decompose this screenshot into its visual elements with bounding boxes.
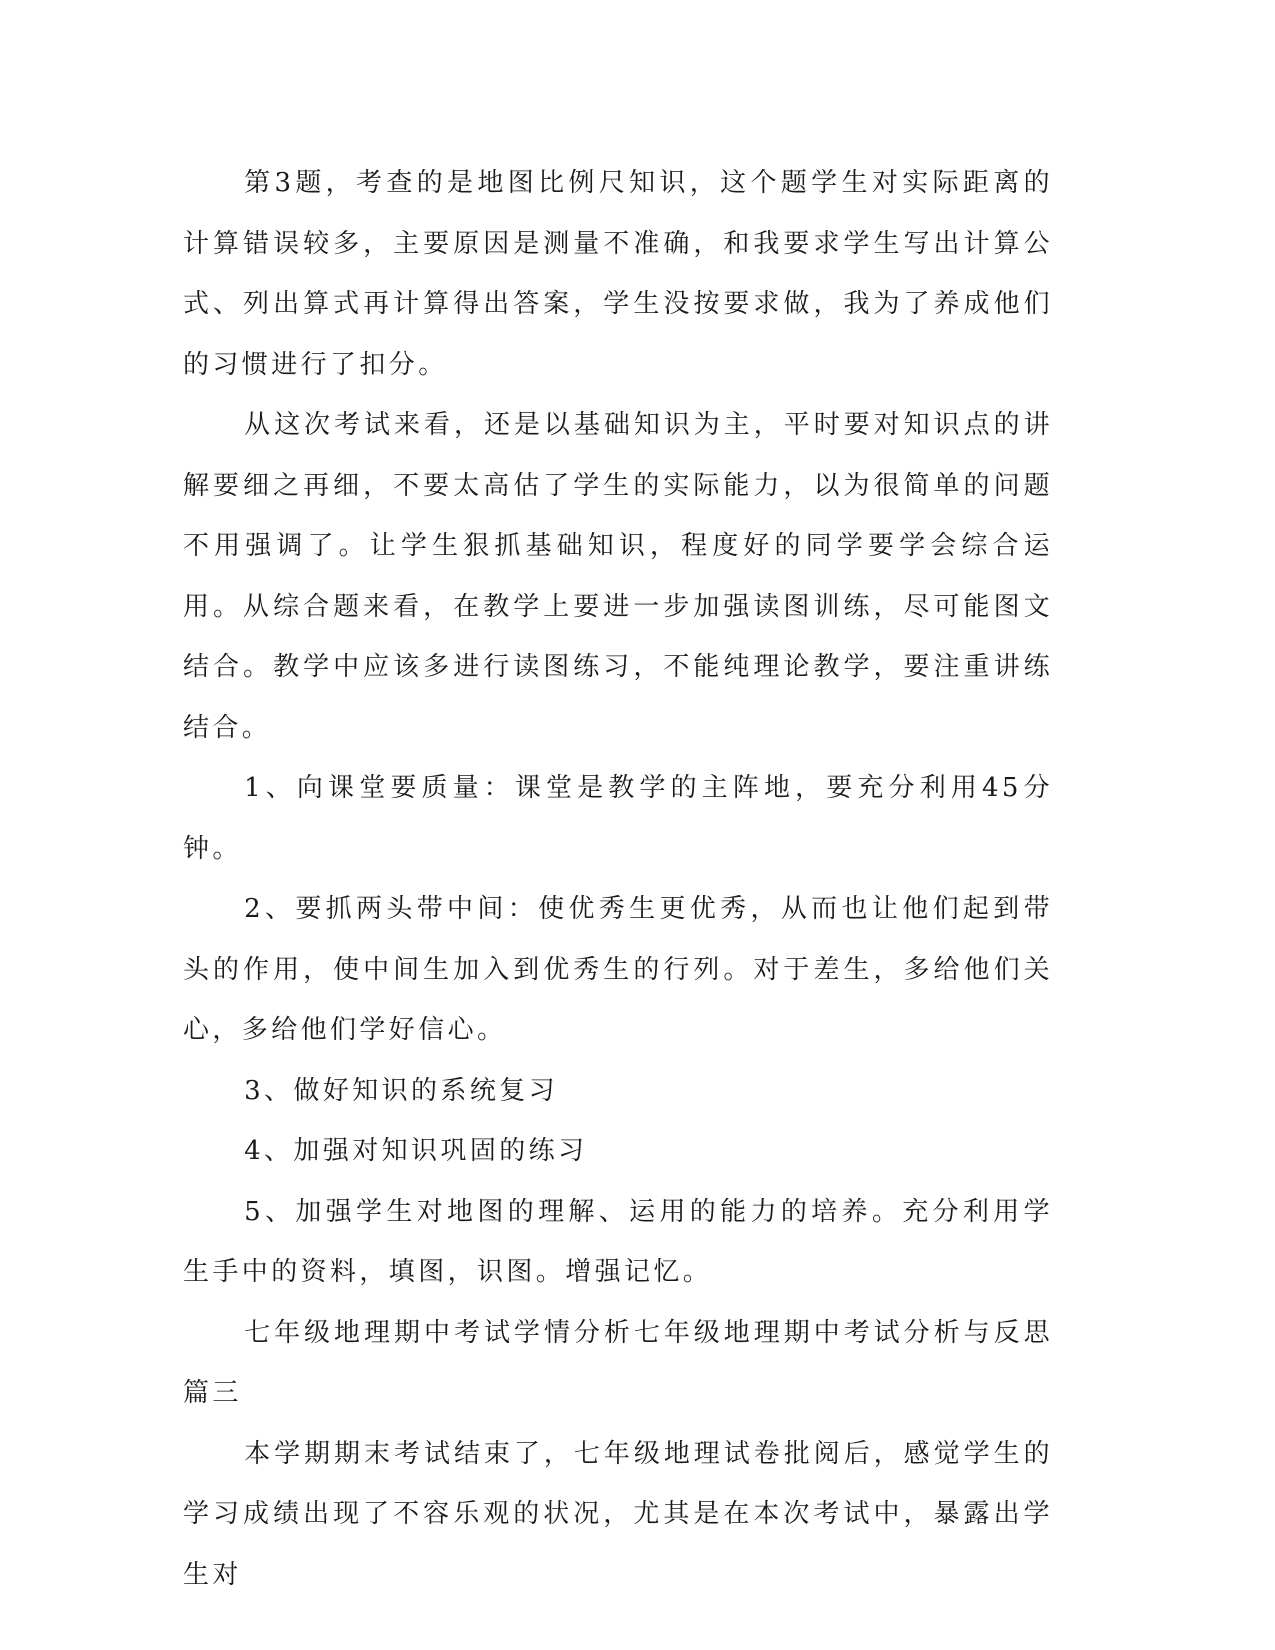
document-body	[183, 153, 1053, 1605]
section-heading: 七年级地理期中考试学情分析七年级地理期中考试分析与反思篇三	[183, 1317, 1053, 1408]
list-item-1: 1、向课堂要质量：课堂是教学的主阵地，要充分利用45分钟。	[183, 773, 1053, 864]
paragraph-final-exam-intro: 本学期期末考试结束了，七年级地理试卷批阅后，感觉学生的学习成绩出现了不容乐观的状况，尤其是在本次考试中，暴露出学生对	[183, 1438, 1053, 1590]
paragraph-question-3-analysis: 第3题，考查的是地图比例尺知识，这个题学生对实际距离的计算错误较多，主要原因是测量不准确，和我要求学生写出计算公式、列出算式再计算得出答案，学生没按要求做，我为了养成他们的习惯进行了扣分。	[183, 168, 1053, 380]
list-item-4: 4、加强对知识巩固的练习	[244, 1136, 588, 1166]
list-item-3: 3、做好知识的系统复习	[244, 1075, 559, 1106]
list-item-2: 2、要抓两头带中间：使优秀生更优秀，从而也让他们起到带头的作用，使中间生加入到优秀生的行列。对于差生，多给他们关心，多给他们学好信心。	[183, 894, 1053, 1045]
paragraph-exam-reflection: 从这次考试来看，还是以基础知识为主，平时要对知识点的讲解要细之再细，不要太高估了学生的实际能力，以为很简单的问题不用强调了。让学生狠抓基础知识，程度好的同学要学会综合运用。从综合题来看，在教学上要进一步加强读图训练，尽可能图文结合。教学中应该多进行读图练习，不能纯理论教学，要注重讲练结合。	[183, 410, 1053, 743]
list-item-5: 5、加强学生对地图的理解、运用的能力的培养。充分利用学生手中的资料，填图，识图。增强记忆。	[183, 1196, 1053, 1287]
